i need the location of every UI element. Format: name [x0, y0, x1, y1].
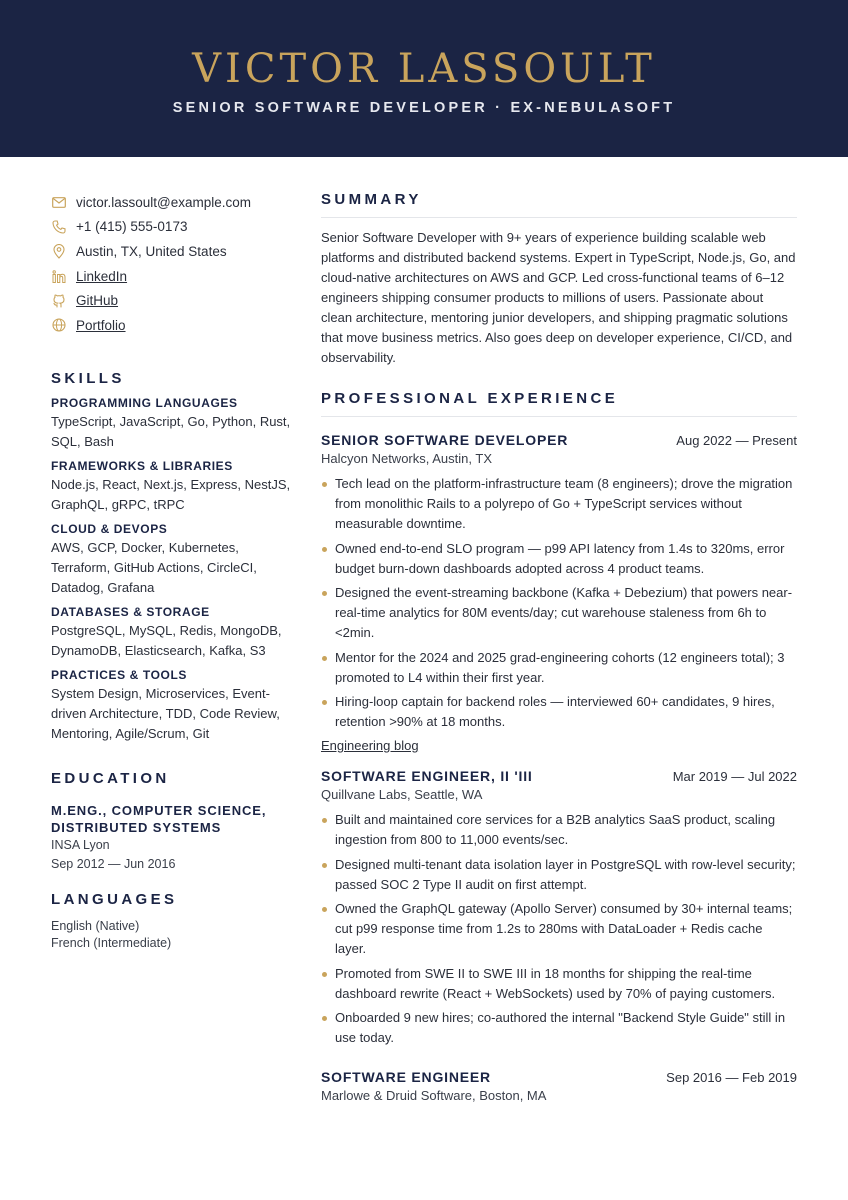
job-company: Quillvane Labs, Seattle, WA — [321, 786, 483, 802]
job-bullet-text: Owned end-to-end SLO program — p99 API latency from 1.4s to 320ms, error budget burn-down dashboards adopted across 4 product teams. — [335, 540, 785, 576]
language-item: English (Native) — [51, 918, 140, 933]
left-column — [51, 190, 291, 952]
job-company: Halcyon Networks, Austin, TX — [321, 451, 492, 466]
job-entry — [321, 1068, 797, 1105]
summary-section — [321, 190, 797, 368]
right-column — [321, 190, 797, 1105]
contact-location — [51, 239, 291, 264]
summary-title: SUMMARY — [321, 190, 797, 218]
github-link[interactable]: GitHub — [76, 293, 119, 309]
skill-group-title: FRAMEWORKS & LIBRARIES — [51, 458, 233, 473]
contact-portfolio[interactable] — [51, 313, 291, 338]
skill-group-title: PROGRAMMING LANGUAGES — [51, 395, 238, 410]
linkedin-link[interactable]: LinkedIn — [76, 268, 128, 284]
education-title: EDUCATION — [51, 769, 170, 787]
resume-header — [0, 0, 848, 157]
experience-section — [321, 389, 797, 1105]
job-bullet-text: Built and maintained core services for a B2B analytics SaaS product, scaling ingestion from 800 to 11,000 events/sec. — [335, 811, 776, 847]
skill-group — [51, 395, 291, 452]
education-section — [51, 769, 291, 874]
skill-group-text: System Design, Microservices, Event-driven Architecture, TDD, Code Review, Mentoring, Agile/Scrum, Git — [51, 685, 280, 741]
job-bullet-text: Promoted from SWE II to SWE III in 18 months for shipping the real-time dashboard rewrite (React + WebSockets) used by 70% of paying customers. — [335, 965, 776, 1001]
candidate-role: SENIOR SOFTWARE DEVELOPER · EX-NEBULASOFT — [172, 100, 676, 116]
skill-group — [51, 604, 291, 661]
bullet-dot-icon — [322, 482, 327, 487]
job-bullet — [321, 855, 797, 895]
skill-group-title: PRACTICES & TOOLS — [51, 667, 187, 682]
email-text: victor.lassoult@example.com — [76, 194, 252, 210]
job-bullet — [321, 810, 797, 850]
job-bullet — [321, 583, 797, 643]
job-header — [321, 431, 797, 450]
skill-group-text: AWS, GCP, Docker, Kubernetes, Terraform, GitHub Actions, CircleCI, Datadog, Grafana — [51, 539, 257, 595]
contact-github[interactable] — [51, 288, 291, 313]
job-dates: Mar 2019 — Jul 2022 — [672, 768, 797, 784]
globe-icon — [51, 317, 67, 333]
job-bullet-text: Tech lead on the platform-infrastructure team (8 engineers); drove the migration from monolithic Rails to a polyrepo of Go + TypeScript services without measurable downtime. — [335, 476, 793, 531]
contact-linkedin[interactable] — [51, 264, 291, 289]
portfolio-link[interactable]: Portfolio — [76, 317, 126, 333]
summary-text: Senior Software Developer with 9+ years of experience building scalable web platforms and distributed backend systems. Expert in TypeScript, Node.js, Go, and cloud-native architectures on AWS and GCP. Led cross-functional teams of 6–12 engineers shipping consumer products to millions of users. Passionate about clean architecture, mentoring junior developers, and shipping pragmatic solutions that move business metrics. Also goes deep on developer experience, CI/CD, and observability. — [321, 230, 796, 365]
job-link[interactable]: Engineering blog — [321, 737, 419, 753]
job-bullet-text: Hiring-loop captain for backend roles — interviewed 60+ candidates, 9 hires, retention >90% at 18 months. — [335, 694, 775, 730]
contact-phone — [51, 215, 291, 240]
job-bullet-text: Onboarded 9 new hires; co-authored the internal "Backend Style Guide" still in use today. — [335, 1010, 786, 1046]
bullet-dot-icon — [322, 656, 327, 661]
job-bullets — [321, 810, 797, 1048]
job-entry — [321, 431, 797, 755]
bullet-dot-icon — [322, 547, 327, 552]
job-bullet — [321, 1008, 797, 1048]
skill-group-text: Node.js, React, Next.js, Express, NestJS, GraphQL, gRPC, tRPC — [51, 476, 291, 512]
skill-groups — [51, 395, 291, 744]
skill-group-title: DATABASES & STORAGE — [51, 604, 210, 619]
bullet-dot-icon — [322, 907, 327, 912]
job-bullet — [321, 539, 797, 579]
bullet-dot-icon — [322, 818, 327, 823]
job-bullet — [321, 964, 797, 1004]
mail-icon — [51, 194, 67, 210]
job-header — [321, 767, 797, 786]
bullet-dot-icon — [322, 863, 327, 868]
job-header — [321, 1068, 797, 1087]
candidate-name: VICTOR LASSOULT — [192, 46, 656, 92]
skill-group-text: PostgreSQL, MySQL, Redis, MongoDB, DynamoDB, Elasticsearch, Kafka, S3 — [51, 622, 282, 658]
phone-icon — [51, 219, 67, 235]
job-dates: Aug 2022 — Present — [676, 433, 797, 448]
job-bullet — [321, 474, 797, 534]
contact-list — [51, 190, 291, 338]
education-degree: M.ENG., COMPUTER SCIENCE, DISTRIBUTED SYSTEMS — [51, 802, 267, 835]
job-company: Marlowe & Druid Software, Boston, MA — [321, 1088, 547, 1104]
location-text: Austin, TX, United States — [76, 243, 227, 259]
job-bullet-text: Owned the GraphQL gateway (Apollo Server) consumed by 30+ internal teams; cut p99 response time from 1.2s to 280ms with DataLoader + Redis cache layer. — [335, 901, 793, 957]
education-school: INSA Lyon — [51, 837, 110, 852]
language-item: French (Intermediate) — [51, 935, 172, 950]
linkedin-icon — [51, 268, 67, 284]
job-dates: Sep 2016 — Feb 2019 — [666, 1070, 797, 1086]
languages-list — [51, 918, 291, 952]
skill-group — [51, 458, 291, 515]
phone-text: +1 (415) 555-0173 — [76, 219, 188, 235]
skill-group-title: CLOUD & DEVOPS — [51, 521, 168, 536]
bullet-dot-icon — [322, 700, 327, 705]
languages-title: LANGUAGES — [51, 890, 178, 908]
job-bullet-text: Designed the event-streaming backbone (Kafka + Debezium) that powers near-real-time analytics for 80M events/day; cut warehouse staleness from 6h to <2min. — [335, 585, 793, 641]
skill-group — [51, 667, 291, 744]
bullet-dot-icon — [322, 1016, 327, 1021]
location-pin-icon — [51, 243, 67, 259]
education-dates: Sep 2012 — Jun 2016 — [51, 857, 176, 872]
experience-title: PROFESSIONAL EXPERIENCE — [321, 389, 797, 417]
job-title: SENIOR SOFTWARE DEVELOPER — [321, 432, 569, 448]
job-entry — [321, 767, 797, 1048]
jobs-list — [321, 431, 797, 1105]
skills-section — [51, 369, 291, 744]
job-bullet — [321, 899, 797, 959]
contact-email — [51, 190, 291, 215]
job-bullet-text: Designed multi-tenant data isolation layer in PostgreSQL with row-level security; passed SOC 2 Type II audit on first attempt. — [335, 856, 796, 892]
skill-group-text: TypeScript, JavaScript, Go, Python, Rust, SQL, Bash — [51, 413, 291, 449]
languages-section — [51, 890, 291, 952]
job-bullet — [321, 692, 797, 732]
job-title: SOFTWARE ENGINEER, II 'III — [321, 767, 533, 784]
job-bullets — [321, 474, 797, 732]
skill-group — [51, 521, 291, 598]
github-icon — [51, 293, 67, 309]
bullet-dot-icon — [322, 972, 327, 977]
skills-title: SKILLS — [51, 369, 125, 387]
job-bullet — [321, 648, 797, 688]
job-bullet-text: Mentor for the 2024 and 2025 grad-engineering cohorts (12 engineers total); 3 promoted to L4 within their first year. — [335, 649, 785, 685]
job-title: SOFTWARE ENGINEER — [321, 1069, 491, 1086]
bullet-dot-icon — [322, 591, 327, 596]
